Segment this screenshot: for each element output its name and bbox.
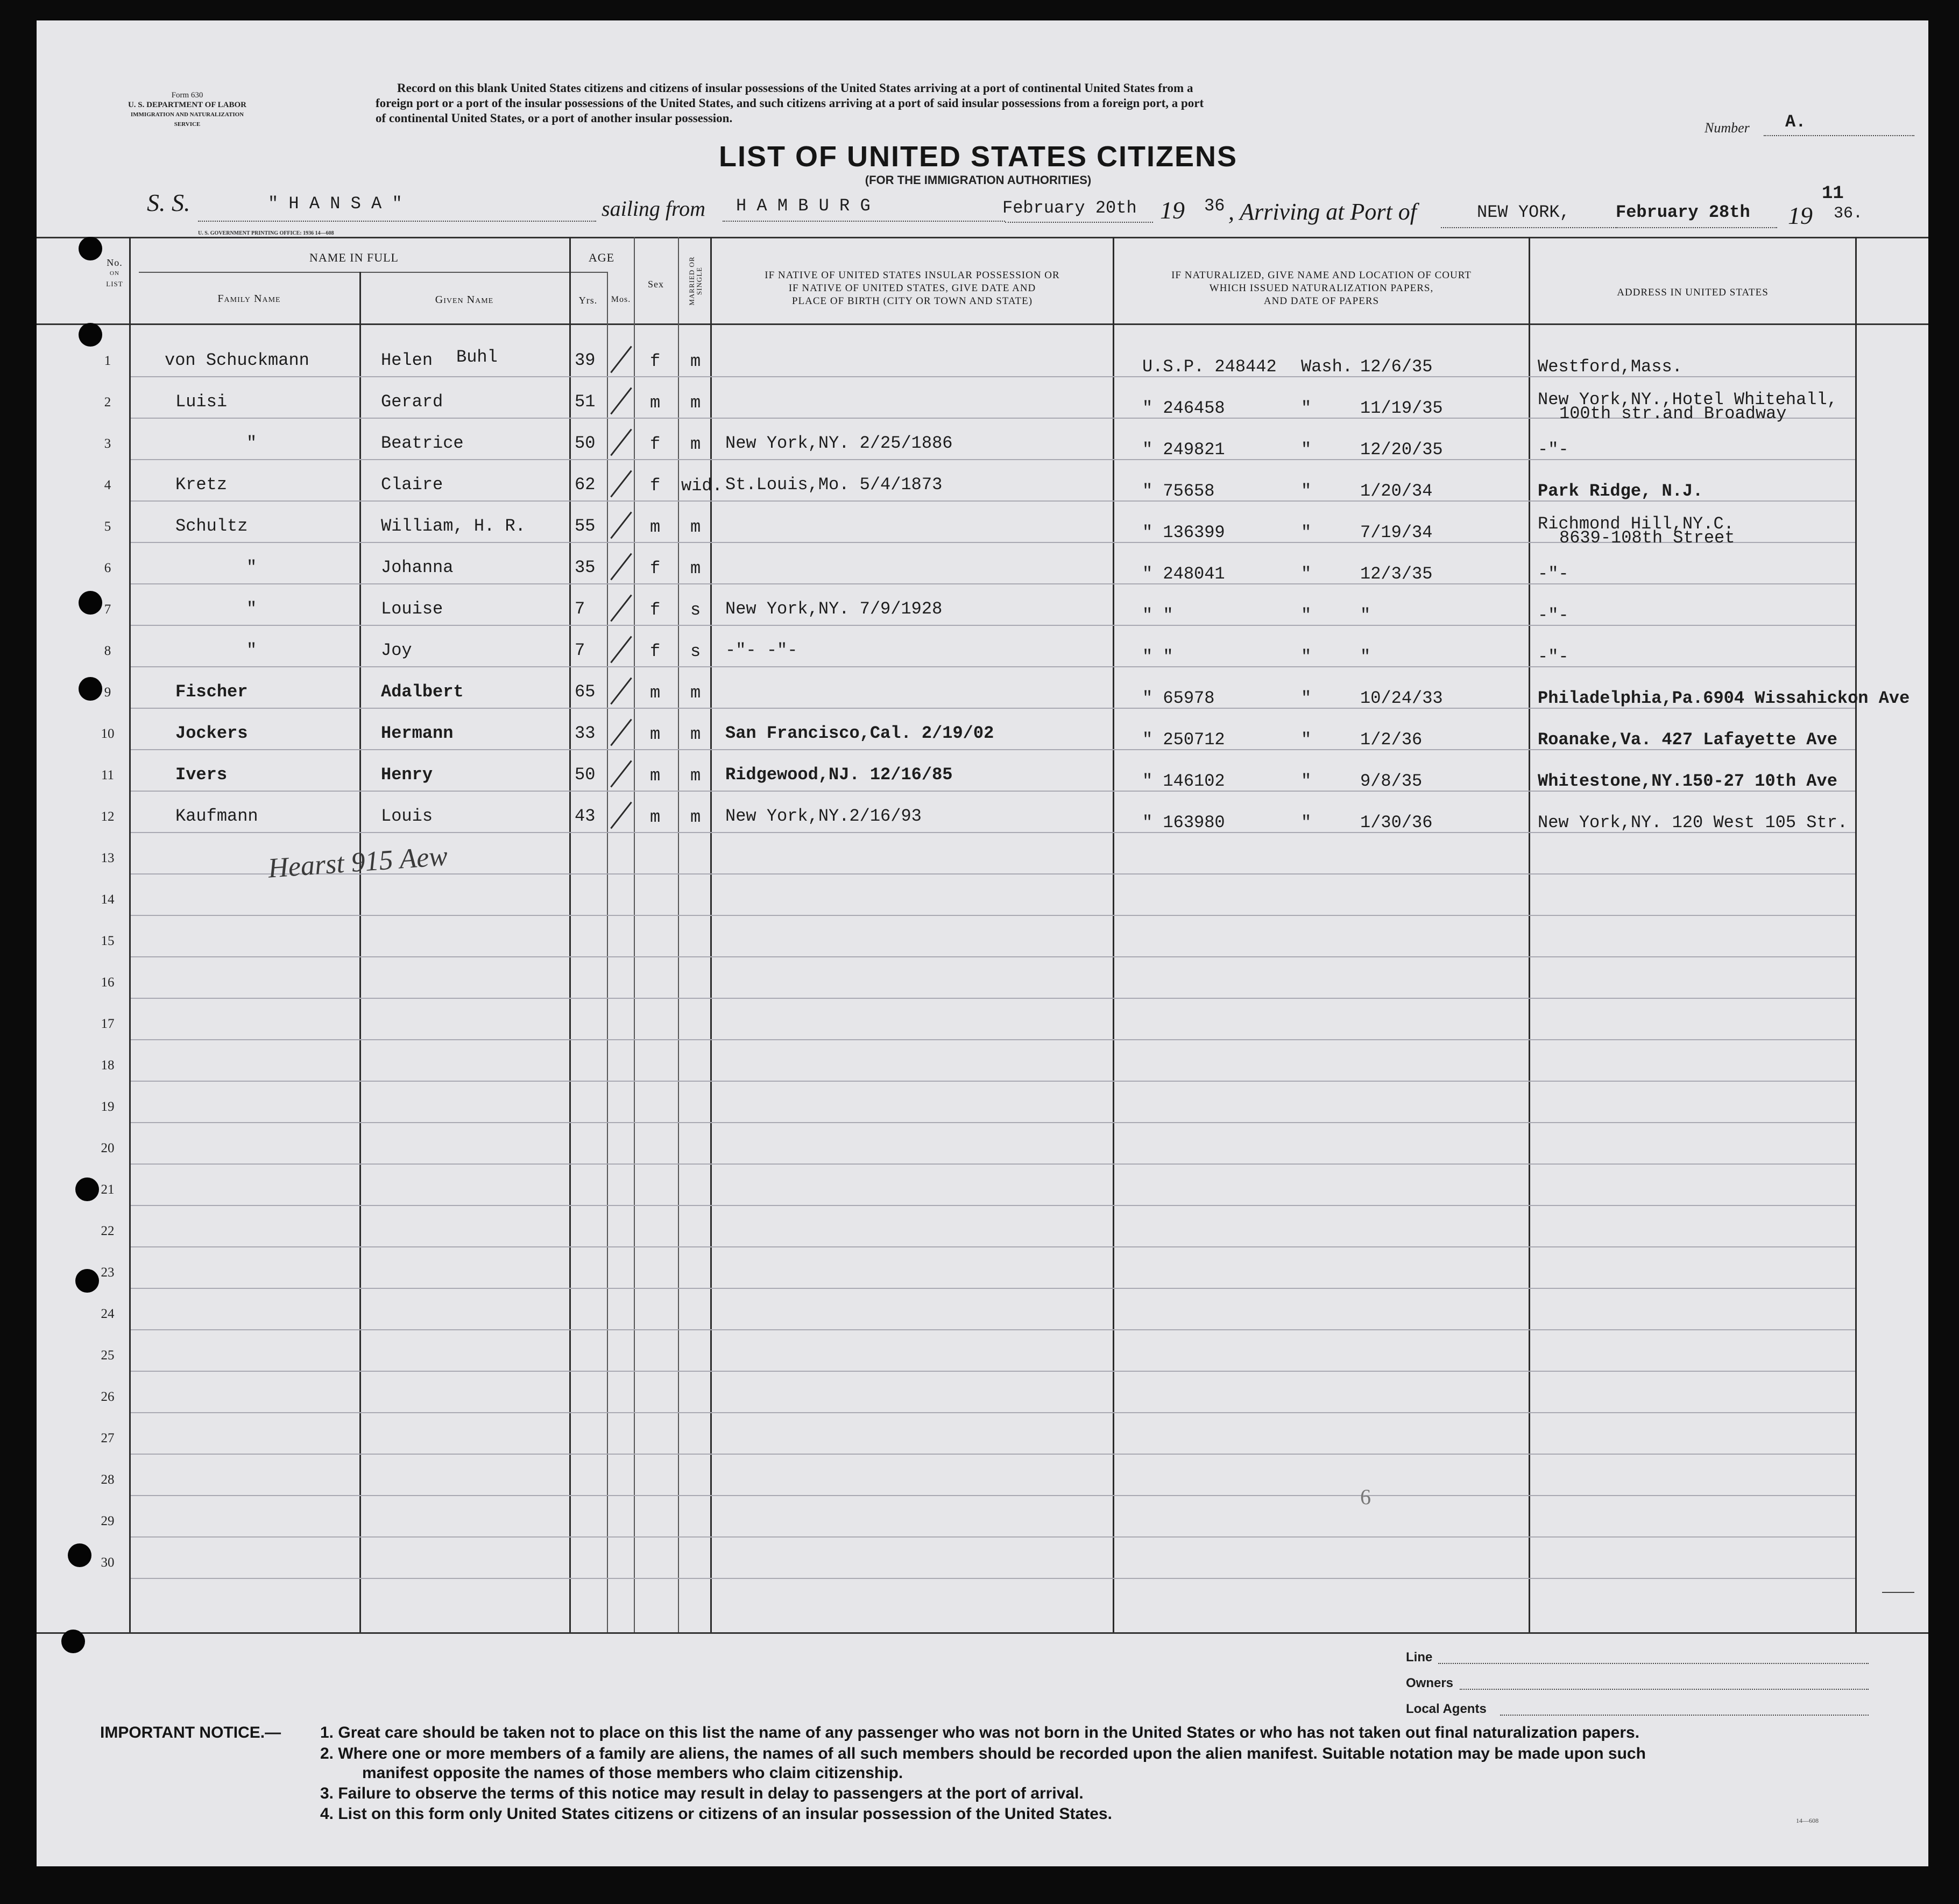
header-divider [139, 272, 607, 273]
naturalization-date-cell: 1/20/34 [1360, 481, 1433, 501]
address-cell: Park Ridge, N.J. [1538, 481, 1703, 501]
header-text: IF NATURALIZED, GIVE NAME AND LOCATION OF COURT [1171, 270, 1472, 281]
sex-cell: m [650, 724, 661, 744]
table-bottom-border [37, 1632, 1928, 1634]
header-text: SINGLE [695, 266, 703, 295]
row-guide-line [131, 1329, 1855, 1330]
naturalization-date-cell: 1/30/36 [1360, 813, 1433, 833]
sex-cell: m [650, 393, 661, 413]
naturalization-court-cell: Wash. [1301, 357, 1353, 377]
row-guide-line [131, 459, 1855, 460]
row-number: 25 [101, 1348, 115, 1363]
row-number: 14 [101, 892, 115, 907]
marital-status-cell: m [690, 517, 701, 537]
marital-status-cell: m [690, 559, 701, 579]
row-number: 20 [101, 1141, 115, 1155]
row-number: 30 [101, 1555, 115, 1570]
age-months-tick [610, 719, 632, 746]
birth-place-date-cell: St.Louis,Mo. 5/4/1873 [725, 475, 943, 495]
birth-place-date-cell: New York,NY. 2/25/1886 [725, 433, 953, 453]
age-months-tick [610, 387, 632, 415]
arriving-label: , Arriving at Port of [1228, 199, 1417, 225]
sex-cell: f [650, 434, 661, 454]
year-prefix: 19 [1160, 196, 1185, 224]
row-number: 5 [104, 519, 111, 534]
header-text: WHICH ISSUED NATURALIZATION PAPERS, [1209, 283, 1434, 294]
naturalization-date-cell: 12/3/35 [1360, 564, 1433, 584]
sex-cell: m [650, 683, 661, 703]
family-name-cell: " [246, 558, 257, 577]
header-text: ON [110, 270, 119, 277]
agents-field [1500, 1715, 1869, 1716]
family-name-cell: Kaufmann [175, 806, 258, 826]
address-cell-line2: 8639-108th Street [1559, 528, 1735, 548]
header-text: LIST [106, 280, 123, 288]
number-label: Number [1705, 120, 1750, 136]
age-months-tick [610, 595, 632, 622]
column-divider [1855, 237, 1857, 1632]
marital-status-cell: m [690, 683, 701, 703]
age-years-cell: 62 [575, 475, 596, 495]
ss-label: S. S. [147, 189, 190, 216]
row-number: 18 [101, 1058, 115, 1073]
column-divider [1113, 237, 1114, 1632]
row-guide-line [131, 1495, 1855, 1496]
age-months-tick [610, 429, 632, 456]
header-address: ADDRESS IN UNITED STATES [1617, 287, 1769, 298]
address-cell: New York,NY.,Hotel Whitehall, [1538, 390, 1837, 410]
row-guide-line [131, 1412, 1855, 1413]
port-underline [723, 221, 1005, 222]
naturalization-date-cell: 9/8/35 [1360, 771, 1423, 791]
header-text: AND DATE OF PAPERS [1263, 295, 1380, 307]
naturalization-date-cell: 11/19/35 [1360, 398, 1443, 418]
marital-status-cell: m [690, 766, 701, 786]
address-cell: Westford,Mass. [1538, 357, 1682, 377]
age-years-cell: 51 [575, 392, 596, 412]
naturalization-court-cell: " [1301, 564, 1312, 584]
agents-label: Local Agents [1406, 1702, 1487, 1716]
sailing-label: sailing from [602, 196, 705, 221]
row-number: 23 [101, 1265, 115, 1280]
age-months-tick [610, 678, 632, 705]
marital-status-cell: wid. [681, 476, 723, 496]
row-number: 6 [104, 561, 111, 575]
row-number: 8 [104, 644, 111, 658]
family-name-cell: Ivers [175, 765, 228, 785]
handwritten-note: Hearst 915 Aew [267, 841, 449, 884]
notice-title: IMPORTANT NOTICE.— [100, 1724, 281, 1741]
column-divider [569, 237, 571, 1632]
header-yrs: Yrs. [578, 295, 598, 306]
naturalization-number-cell: " 146102 [1142, 771, 1225, 791]
instruction-line: Record on this blank United States citizens and citizens of insular possessions of the United States arriving at a port of continental United States from a [397, 81, 1193, 95]
header-text: IF NATIVE OF UNITED STATES INSULAR POSSESSION OR [765, 270, 1060, 281]
date-underline [1005, 222, 1153, 223]
row-number: 27 [101, 1431, 115, 1445]
row-number: 13 [101, 851, 115, 865]
given-name-cell: Louise [381, 599, 443, 619]
ship-name: " H A N S A " [268, 194, 402, 214]
arrival-date: February 28th [1616, 202, 1750, 222]
marital-status-cell: m [690, 807, 701, 827]
age-years-cell: 55 [575, 516, 596, 536]
naturalization-court-cell: " [1301, 730, 1312, 750]
row-guide-line [131, 1163, 1855, 1165]
age-months-tick [610, 553, 632, 581]
row-number: 3 [104, 436, 111, 451]
binder-hole [79, 237, 102, 260]
printing-office: U. S. GOVERNMENT PRINTING OFFICE: 1936 14—608 [198, 230, 334, 236]
number-value: A. [1785, 112, 1806, 132]
header-given-name: Given Name [435, 294, 494, 306]
binder-hole [79, 677, 102, 701]
column-divider [129, 237, 131, 1632]
naturalization-date-cell: 1/2/36 [1360, 730, 1423, 750]
address-cell: New York,NY. 120 West 105 Str. [1538, 813, 1848, 833]
departure-date: February 20th [1002, 198, 1137, 218]
arrival-port: NEW YORK, [1477, 202, 1570, 222]
column-divider [678, 237, 679, 1632]
owners-field [1460, 1689, 1869, 1690]
departure-year: 36 [1204, 196, 1225, 216]
service: IMMIGRATION AND NATURALIZATION SERVICE [130, 111, 244, 128]
marital-status-cell: m [690, 434, 701, 454]
row-guide-line [131, 1122, 1855, 1123]
row-number: 2 [104, 395, 111, 410]
birth-place-date-cell: New York,NY.2/16/93 [725, 806, 922, 826]
address-cell: Whitestone,NY.150-27 10th Ave [1538, 771, 1837, 791]
departure-port: H A M B U R G [736, 196, 871, 216]
naturalization-court-cell: " [1301, 688, 1312, 708]
naturalization-date-cell: 12/20/35 [1360, 440, 1443, 460]
address-cell: -"- [1538, 440, 1569, 460]
arrival-port-underline [1441, 227, 1618, 228]
row-number: 17 [101, 1017, 115, 1031]
row-guide-line [131, 1288, 1855, 1289]
manifest-sheet [37, 20, 1928, 1866]
family-name-cell: " [246, 599, 257, 619]
row-guide-line [131, 1536, 1855, 1538]
row-number: 26 [101, 1390, 115, 1404]
naturalization-number-cell: " 75658 [1142, 481, 1215, 501]
row-number: 4 [104, 478, 111, 492]
header-name-in-full: NAME IN FULL [309, 251, 399, 264]
given-name-cell: Helen [381, 350, 433, 370]
sex-cell: m [650, 517, 661, 537]
marital-status-cell: s [690, 641, 701, 661]
given-name-cell: Joy [381, 640, 412, 660]
sex-cell: f [650, 476, 661, 496]
binder-hole [75, 1177, 99, 1201]
row-guide-line [131, 956, 1855, 957]
birth-place-date-cell: San Francisco,Cal. 2/19/02 [725, 723, 994, 743]
address-cell: -"- [1538, 647, 1569, 667]
family-name-cell: Jockers [175, 723, 248, 743]
address-cell: Richmond Hill,NY.C. [1538, 514, 1734, 534]
header-age: AGE [588, 251, 615, 264]
given-name-cell: Louis [381, 806, 433, 826]
header-naturalized [1114, 269, 1529, 308]
row-number: 10 [101, 727, 115, 741]
sex-cell: f [650, 641, 661, 661]
age-years-cell: 35 [575, 558, 596, 577]
address-cell: -"- [1538, 564, 1569, 584]
row-guide-line [131, 1454, 1855, 1455]
age-years-cell: 50 [575, 765, 596, 785]
header-birth [712, 269, 1113, 308]
form-identifier [117, 90, 257, 129]
footer-form-code: 14—608 [1796, 1817, 1819, 1824]
row-guide-line [131, 1205, 1855, 1206]
family-name-cell: Luisi [175, 392, 228, 412]
row-guide-line [131, 1039, 1855, 1040]
arrival-year-prefix: 19 [1788, 202, 1813, 229]
arrival-year: 36. [1834, 204, 1863, 223]
naturalization-number-cell: " 246458 [1142, 398, 1225, 418]
department: U. S. DEPARTMENT OF LABOR [128, 101, 247, 109]
age-years-cell: 50 [575, 433, 596, 453]
header-text: MARRIED OR [688, 256, 696, 306]
header-bottom-border [37, 323, 1928, 325]
naturalization-number-cell: " " [1142, 605, 1173, 625]
naturalization-court-cell: " [1301, 398, 1312, 418]
header-mos: Mos. [611, 295, 631, 304]
birth-place-date-cell: -"- -"- [725, 640, 798, 660]
given-name-cell: Gerard [381, 392, 443, 412]
row-number: 1 [104, 354, 111, 368]
header-married-single [688, 254, 703, 308]
form-instructions [376, 81, 1629, 126]
naturalization-court-cell: " [1301, 440, 1312, 460]
page-title: LIST OF UNITED STATES CITIZENS [719, 140, 1237, 173]
binder-hole [75, 1269, 99, 1293]
given-name-cell: Hermann [381, 723, 454, 743]
instruction-line: of continental United States, or a port of another insular possession. [376, 111, 733, 125]
address-cell-line2: 100th str.and Broadway [1559, 404, 1787, 424]
sex-cell: m [650, 766, 661, 786]
row-guide-line [131, 1246, 1855, 1247]
header-family-name: Family Name [217, 293, 281, 305]
marital-status-cell: s [690, 600, 701, 620]
naturalization-number-cell: " 248041 [1142, 564, 1225, 584]
sex-cell: f [650, 351, 661, 371]
header-sex: Sex [648, 279, 664, 290]
address-cell: -"- [1538, 605, 1569, 625]
row-guide-line [131, 1371, 1855, 1372]
header-text: No. [107, 257, 123, 268]
notice-item: 4. List on this form only United States citizens or citizens of an insular possession of the United States. [320, 1805, 1112, 1823]
naturalization-date-cell: " [1360, 647, 1371, 667]
marital-status-cell: m [690, 724, 701, 744]
line-label: Line [1406, 1650, 1433, 1665]
binder-hole [79, 323, 102, 347]
family-name-cell: Fischer [175, 682, 248, 702]
naturalization-number-cell: U.S.P. 248442 [1142, 357, 1277, 377]
marital-status-cell: m [690, 351, 701, 371]
row-number: 21 [101, 1182, 115, 1197]
age-years-cell: 43 [575, 806, 596, 826]
column-divider [359, 272, 361, 1632]
row-number: 24 [101, 1307, 115, 1321]
form-number: Form 630 [171, 91, 203, 100]
naturalization-number-cell: " 136399 [1142, 523, 1225, 542]
stray-mark: 6 [1360, 1485, 1371, 1509]
marital-status-cell: m [690, 393, 701, 413]
row-number: 12 [101, 809, 115, 824]
row-guide-line [131, 583, 1855, 584]
instruction-line: foreign port or a port of the insular possessions of the United States, and such citizens arriving at a port of said insular possessions from a foreign port, a port [376, 96, 1204, 110]
naturalization-date-cell: " [1360, 605, 1371, 625]
row-guide-line [131, 666, 1855, 667]
sex-cell: m [650, 807, 661, 827]
column-divider [710, 237, 712, 1632]
header-text: PLACE OF BIRTH (CITY OR TOWN AND STATE) [791, 295, 1033, 307]
birth-place-date-cell: New York,NY. 7/9/1928 [725, 599, 943, 619]
number-underline [1764, 135, 1914, 136]
row-number: 29 [101, 1514, 115, 1528]
row-number: 11 [101, 768, 115, 782]
naturalization-court-cell: " [1301, 647, 1312, 667]
age-years-cell: 65 [575, 682, 596, 702]
given-name-cell: Henry [381, 765, 433, 785]
age-months-tick [610, 512, 632, 539]
naturalization-date-cell: 10/24/33 [1360, 688, 1443, 708]
row-number: 16 [101, 975, 115, 990]
sex-cell: f [650, 559, 661, 579]
row-number: 7 [104, 602, 111, 617]
given-name-cell: Claire [381, 475, 443, 495]
naturalization-number-cell: " 249821 [1142, 440, 1225, 460]
naturalization-number-cell: " 250712 [1142, 730, 1225, 750]
age-months-tick [610, 636, 632, 664]
binder-hole [79, 591, 102, 615]
age-months-tick [610, 346, 632, 373]
row-guide-line [131, 1081, 1855, 1082]
row-number: 22 [101, 1224, 115, 1238]
family-name-cell: Kretz [175, 475, 228, 495]
header-text: IF NATIVE OF UNITED STATES, GIVE DATE AND [788, 283, 1036, 294]
naturalization-number-cell: " 65978 [1142, 688, 1215, 708]
naturalization-number-cell: " 163980 [1142, 813, 1225, 833]
age-months-tick [610, 760, 632, 788]
row-guide-line [131, 625, 1855, 626]
given-name-cell: Beatrice [381, 433, 464, 453]
row-number: 15 [101, 934, 115, 948]
arrival-date-underline [1616, 227, 1777, 228]
address-cell: Philadelphia,Pa.6904 Wissahickon Ave [1538, 688, 1910, 708]
family-name-cell: Schultz [175, 516, 248, 536]
age-years-cell: 7 [575, 599, 585, 619]
row-guide-line [131, 1578, 1855, 1579]
sex-cell: f [650, 600, 661, 620]
given-name-cell: Adalbert [381, 682, 464, 702]
age-years-cell: 7 [575, 640, 585, 660]
row-guide-line [131, 915, 1855, 916]
naturalization-number-cell: " " [1142, 647, 1173, 667]
naturalization-court-cell: " [1301, 605, 1312, 625]
row-number: 28 [101, 1472, 115, 1487]
notice-item: manifest opposite the names of those members who claim citizenship. [362, 1764, 903, 1782]
page-subtitle: (FOR THE IMMIGRATION AUTHORITIES) [865, 173, 1092, 187]
naturalization-court-cell: " [1301, 481, 1312, 501]
ship-underline [198, 221, 596, 222]
address-cell: Roanake,Va. 427 Lafayette Ave [1538, 730, 1837, 750]
naturalization-court-cell: " [1301, 813, 1312, 833]
stray-line [1882, 1592, 1914, 1593]
age-years-cell: 39 [575, 350, 596, 370]
row-guide-line [131, 998, 1855, 999]
given-name-cell: William, H. R. [381, 516, 526, 536]
family-name-cell: von Schuckmann [165, 350, 309, 370]
notice-item: 3. Failure to observe the terms of this notice may result in delay to passengers at the port of arrival. [320, 1785, 1084, 1802]
age-years-cell: 33 [575, 723, 596, 743]
naturalization-court-cell: " [1301, 523, 1312, 542]
given-name-cell: Johanna [381, 558, 454, 577]
family-name-cell: " [246, 640, 257, 660]
notice-item: 2. Where one or more members of a family are aliens, the names of all such members should be recorded upon the alien manifest. Suitable notation may be made upon such [320, 1745, 1646, 1762]
owners-label: Owners [1406, 1676, 1454, 1690]
age-months-tick [610, 470, 632, 498]
row-number: 19 [101, 1099, 115, 1114]
row-number: 9 [104, 685, 111, 700]
naturalization-court-cell: " [1301, 771, 1312, 791]
column-divider [607, 272, 608, 1632]
binder-hole [68, 1543, 91, 1567]
column-divider [1529, 237, 1530, 1632]
column-divider [634, 237, 635, 1632]
age-months-tick [610, 802, 632, 829]
naturalization-date-cell: 7/19/34 [1360, 523, 1433, 542]
given-name-annotation: Buhl [456, 347, 498, 367]
header-no-on-list [90, 257, 139, 290]
family-name-cell: " [246, 433, 257, 453]
birth-place-date-cell: Ridgewood,NJ. 12/16/85 [725, 765, 953, 785]
notice-item: 1. Great care should be taken not to place on this list the name of any passenger who was not born in the United States or who has not taken out final naturalization papers. [320, 1724, 1640, 1741]
binder-hole [61, 1630, 85, 1653]
naturalization-date-cell: 12/6/35 [1360, 357, 1433, 377]
arrival-day-note: 11 [1822, 184, 1844, 204]
line-field [1438, 1663, 1869, 1664]
table-top-border [37, 237, 1928, 238]
